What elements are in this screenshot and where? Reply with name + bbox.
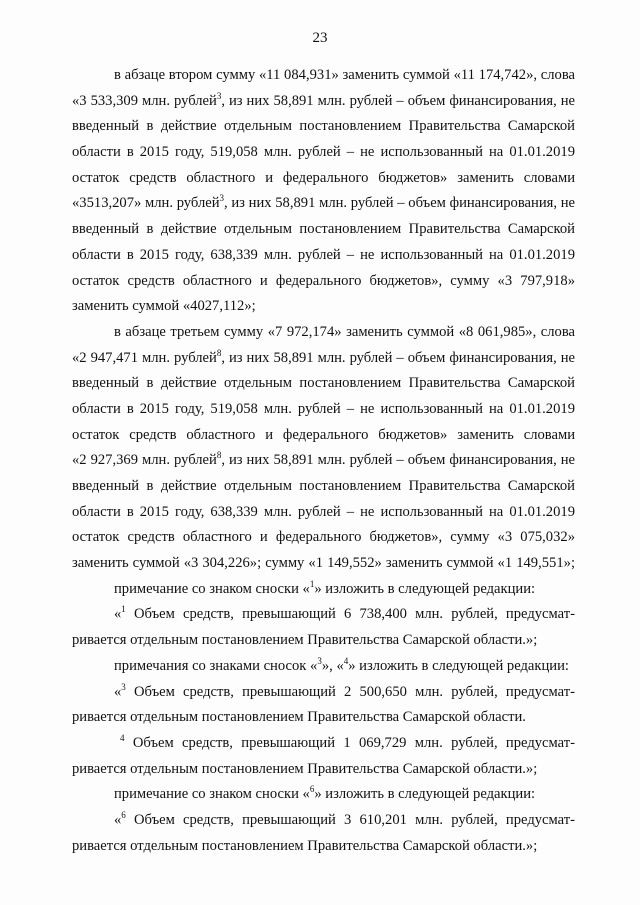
text-line: ривается отдельным постановлением Правительства Самарской области.	[72, 709, 526, 726]
footnote-mark: 6	[309, 784, 315, 795]
text-line: «$^3$ Объем средств, превышающий 2 500,650 млн. рублей, предусмат-	[114, 681, 575, 700]
text-line: «2 927,369 млн. рублей$^8$, из них 58,891 млн. рублей – объем финансирования, не	[72, 450, 576, 469]
document-body	[72, 63, 575, 859]
text-line: заменить суммой «4027,112»;	[72, 298, 256, 315]
footnote-mark: 4	[343, 655, 349, 666]
paragraph-8: примечание со знаком сноски «$^6$» изложить в следующей редакции:	[114, 784, 536, 803]
text-line: ривается отдельным постановлением Правительства Самарской области.»;	[72, 837, 538, 854]
text-line: «$^1$ Объем средств, превышающий 6 738,400 млн. рублей, предусмат-	[114, 604, 575, 623]
text-line: ривается отдельным постановлением Правительства Самарской области.»;	[72, 632, 538, 649]
footnote-mark: 8	[216, 450, 222, 461]
paragraph-6	[72, 680, 575, 731]
footnote-mark: 8	[216, 347, 222, 358]
footnote-mark: 3	[317, 655, 322, 666]
text-line: заменить суммой «3 304,226»; сумму «1 149,552» заменить суммой «1 149,551»;	[72, 555, 575, 572]
paragraph-2	[72, 320, 575, 577]
text-line: введенный в действие отдельным постановлением Правительства Самарской	[72, 118, 575, 135]
text-line: введенный в действие отдельным постановлением Правительства Самарской	[72, 375, 575, 392]
paragraph-3: примечание со знаком сноски «$^1$» изложить в следующей редакции:	[114, 578, 536, 597]
text-line: «3 533,309 млн. рублей$^3$, из них 58,891 млн. рублей – объем финансирования, не	[72, 90, 576, 109]
footnote-mark: 4	[120, 732, 125, 743]
text-line: в абзаце втором сумму «11 084,931» заменить суммой «11 174,742», слова	[114, 67, 575, 83]
text-line: «3513,207» млн. рублей$^3$, из них 58,891 млн. рублей – объем финансирования, не	[72, 193, 575, 212]
footnote-mark: 6	[121, 809, 126, 820]
text-line: «$^6$ Объем средств, превышающий 3 610,201 млн. рублей, предусмат-	[114, 809, 575, 828]
paragraph-5: примечания со знаками сносок «$^3$», «$^4$» изложить в следующей редакции:	[114, 655, 569, 674]
paragraph-1	[72, 63, 575, 320]
footnote-mark: 1	[309, 578, 315, 589]
text-line: области в 2015 году, 638,339 млн. рублей – не использованный на 01.01.2019	[72, 246, 575, 263]
paragraph-4	[72, 602, 575, 653]
footnote-mark: 3	[216, 90, 222, 101]
text-line: в абзаце третьем сумму «7 972,174» заменить суммой «8 061,985», слова	[114, 323, 575, 340]
text-line: остаток средств областного и федерального бюджетов», сумму «3 797,918»	[72, 272, 575, 289]
text-line: $^4$ Объем средств, превышающий 1 069,729 млн. рублей, предусмат-	[120, 732, 575, 751]
footnote-mark: 3	[121, 681, 126, 692]
text-line: «2 947,471 млн. рублей$^8$, из них 58,891 млн. рублей – объем финансирования, не	[72, 347, 576, 366]
text-line: ривается отдельным постановлением Правительства Самарской области.»;	[72, 760, 538, 777]
text-line: остаток средств областного и федерального бюджетов» заменить словами	[72, 426, 575, 443]
page-number: 23	[312, 30, 328, 46]
paragraph-9	[72, 808, 575, 859]
text-line: области в 2015 году, 519,058 млн. рублей – не использованный на 01.01.2019	[72, 400, 575, 417]
paragraph-7	[72, 731, 575, 782]
text-line: введенный в действие отдельным постановлением Правительства Самарской	[72, 221, 575, 238]
text-line: области в 2015 году, 638,339 млн. рублей – не использованный на 01.01.2019	[72, 503, 575, 520]
text-line: области в 2015 году, 519,058 млн. рублей – не использованный на 01.01.2019	[72, 144, 575, 161]
text-line: остаток средств областного и федерального бюджетов» заменить словами	[72, 169, 575, 186]
text-line: остаток средств областного и федерального бюджетов», сумму «3 075,032»	[72, 529, 575, 546]
footnote-mark: 3	[219, 193, 225, 204]
text-line: введенный в действие отдельным постановлением Правительства Самарской	[72, 478, 575, 494]
footnote-mark: 1	[121, 604, 126, 615]
